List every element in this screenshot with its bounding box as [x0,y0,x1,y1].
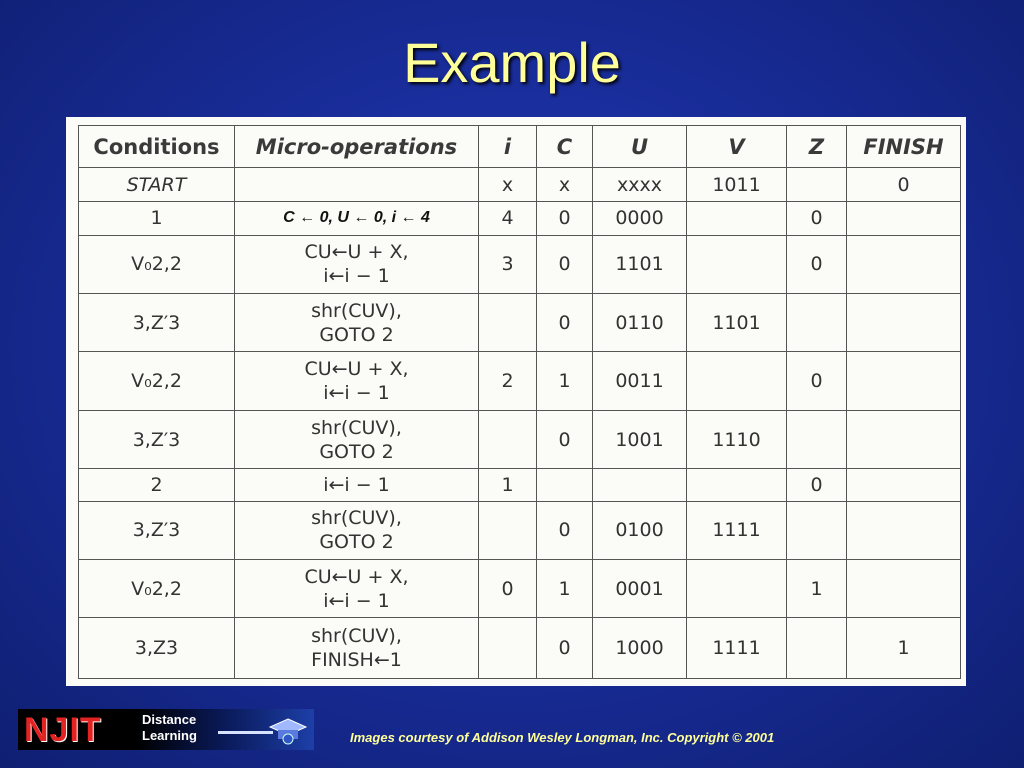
cell-conditions [79,410,235,468]
cell-u [593,560,687,618]
cell-conditions [79,501,235,559]
cell-i [479,410,537,468]
cell-u [593,618,687,679]
cell-z [787,235,847,293]
logo-text: NJIT [24,711,102,749]
cell-line: 3,Z′3 [132,311,181,334]
cell-line: 0 [558,637,571,660]
header-z: Z [787,126,847,168]
cell-micro-operations [235,168,479,202]
header-finish: FINISH [847,126,961,168]
table-row [79,560,961,618]
cell-conditions [79,293,235,351]
cell-conditions [79,618,235,679]
cell-line: 1 [150,207,163,230]
cell-conditions [79,202,235,235]
cell-u [593,293,687,351]
graduation-cap-icon [268,717,308,745]
table-row [79,469,961,501]
cell-line: 1 [810,577,823,600]
cell-line: 1000 [615,637,664,660]
table-row [79,235,961,293]
cell-line: 3,Z3 [134,637,179,660]
cell-finish [847,293,961,351]
cell-i [479,235,537,293]
table-row [79,352,961,410]
cell-line: CU←U + X, [304,241,409,264]
cell-v [687,168,787,202]
cell-line: 0 [558,311,571,334]
cell-finish [847,352,961,410]
cell-line: V₀2,2 [131,577,182,600]
cell-v [687,410,787,468]
cell-line: i←i − 1 [323,473,390,496]
cell-z [787,352,847,410]
cell-line: 0100 [615,519,664,542]
cell-v [687,618,787,679]
cell-line: 0 [810,370,823,393]
cell-line: 1001 [615,428,664,451]
cell-c [537,469,593,501]
cell-z [787,293,847,351]
cell-conditions [79,235,235,293]
cell-finish [847,168,961,202]
cell-line: 1 [558,577,571,600]
cell-z [787,168,847,202]
cell-c [537,235,593,293]
slide-title: Example [403,31,621,94]
cell-c [537,501,593,559]
header-micro-operations: Micro-operations [235,126,479,168]
cell-u [593,410,687,468]
cell-micro-operations [235,202,479,235]
cell-i [479,560,537,618]
cell-micro-operations [235,410,479,468]
cell-line: START [126,173,187,196]
cell-i [479,501,537,559]
cell-line: V₀2,2 [131,253,182,276]
cell-u [593,352,687,410]
cell-z [787,560,847,618]
cell-micro-operations [235,235,479,293]
cell-u [593,168,687,202]
cell-line: 0 [558,253,571,276]
cell-line: 1111 [712,519,761,542]
table-image [66,117,966,686]
cell-line: shr(CUV), [311,625,402,648]
cell-line: 0001 [615,577,664,600]
cell-line: 0 [558,207,571,230]
cell-line: 1 [897,637,910,660]
cell-micro-operations [235,560,479,618]
table-row [79,202,961,235]
cell-c [537,293,593,351]
cell-i [479,618,537,679]
cell-line: 0 [810,473,823,496]
cell-line: 0 [558,519,571,542]
cell-c [537,352,593,410]
cell-line: 2 [150,473,163,496]
cell-line: 0 [810,253,823,276]
cell-micro-operations [235,618,479,679]
cell-conditions [79,560,235,618]
table-row [79,410,961,468]
cell-line: FINISH←1 [311,649,402,672]
cell-v [687,501,787,559]
cell-line: 0 [897,173,910,196]
cell-line: 0 [558,428,571,451]
cell-finish [847,469,961,501]
cell-line: 3 [501,253,514,276]
cell-line: C ← 0, U ← 0, i ← 4 [283,209,430,227]
table-row [79,293,961,351]
cell-u [593,202,687,235]
cell-line: 1101 [615,253,664,276]
cell-line: x [558,173,571,196]
cell-i [479,469,537,501]
cell-v [687,352,787,410]
cell-line: CU←U + X, [304,358,409,381]
cell-i [479,352,537,410]
njit-logo [18,709,314,750]
header-u: U [593,126,687,168]
cell-line: xxxx [617,173,662,196]
micro-operations-table [78,125,961,679]
cell-line: 1101 [712,311,761,334]
cell-line: 1 [501,473,514,496]
cell-finish [847,235,961,293]
cell-line: shr(CUV), [311,416,402,439]
cell-line: 1011 [712,173,761,196]
table-row [79,501,961,559]
cell-line: GOTO 2 [319,531,394,554]
cell-u [593,469,687,501]
cell-line: 0000 [615,207,664,230]
cell-line: 3,Z′3 [132,519,181,542]
logo-sub-1: Distance [142,712,197,727]
cell-line: 1111 [712,637,761,660]
cell-u [593,235,687,293]
header-conditions: Conditions [79,126,235,168]
cell-line: GOTO 2 [319,440,394,463]
cell-line: GOTO 2 [319,323,394,346]
cell-line: i←i − 1 [323,589,390,612]
logo-cable-line [218,731,273,734]
cell-z [787,202,847,235]
cell-line: V₀2,2 [131,370,182,393]
header-i: i [479,126,537,168]
cell-line: shr(CUV), [311,507,402,530]
cell-micro-operations [235,469,479,501]
cell-finish [847,202,961,235]
cell-line: 0 [501,577,514,600]
cell-c [537,410,593,468]
cell-conditions [79,352,235,410]
cell-conditions [79,469,235,501]
cell-v [687,560,787,618]
header-v: V [687,126,787,168]
cell-finish [847,501,961,559]
cell-z [787,410,847,468]
cell-line: i←i − 1 [323,382,390,405]
cell-line: 1 [558,370,571,393]
header-c: C [537,126,593,168]
cell-v [687,202,787,235]
cell-micro-operations [235,501,479,559]
cell-line: shr(CUV), [311,299,402,322]
cell-c [537,202,593,235]
logo-sub-2: Learning [142,728,197,743]
image-credit: Images courtesy of Addison Wesley Longman, Inc. Copyright © 2001 [350,730,775,745]
cell-micro-operations [235,293,479,351]
cell-line: i←i − 1 [323,265,390,288]
cell-line: 0011 [615,370,664,393]
cell-z [787,618,847,679]
cell-line: CU←U + X, [304,565,409,588]
cell-line: x [501,173,514,196]
cell-v [687,293,787,351]
logo-subtitle [142,712,197,744]
cell-v [687,235,787,293]
cell-i [479,293,537,351]
table-body [79,168,961,679]
cell-u [593,501,687,559]
cell-finish [847,618,961,679]
cell-c [537,560,593,618]
cell-line: 0110 [615,311,664,334]
cell-line: 0 [810,207,823,230]
table-row [79,618,961,679]
cell-micro-operations [235,352,479,410]
cell-i [479,168,537,202]
cell-c [537,168,593,202]
cell-i [479,202,537,235]
cell-z [787,501,847,559]
cell-line: 1110 [712,428,761,451]
cell-z [787,469,847,501]
cell-conditions [79,168,235,202]
cell-line: 2 [501,370,514,393]
cell-c [537,618,593,679]
table-row [79,168,961,202]
cell-line: 3,Z′3 [132,428,181,451]
cell-v [687,469,787,501]
cell-line: 4 [501,207,514,230]
cell-finish [847,560,961,618]
cell-finish [847,410,961,468]
